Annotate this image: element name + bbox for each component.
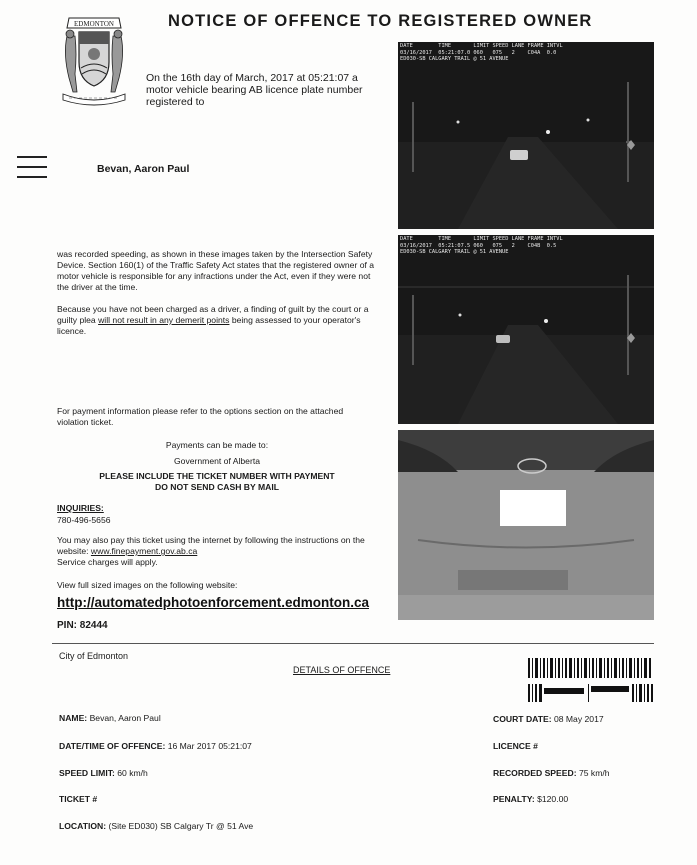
recorded-speed-label: RECORDED SPEED: [493, 768, 577, 778]
speed-limit-value: 60 km/h [117, 768, 148, 778]
location-label: LOCATION: [59, 821, 107, 831]
payment-website-link[interactable]: www.finepayment.gov.ab.ca [90, 546, 198, 556]
payment-info-paragraph: For payment information please refer to the options section on the attached violation ticket. [57, 406, 344, 427]
crest-text: EDMONTON [74, 20, 114, 28]
page-title: NOTICE OF OFFENCE TO REGISTERED OWNER [168, 12, 593, 30]
datetime-value: 16 Mar 2017 05:21:07 [167, 741, 252, 751]
payments-line-1: Payments can be made to: [165, 440, 269, 450]
pin-value: 82444 [79, 620, 108, 631]
online-payment-paragraph [57, 535, 367, 568]
recorded-paragraph: was recorded speeding, as shown in these images taken by the Intersection Safety Device. Section 160(1) of the Traffic Safety Act states that the registered owner of a motor vehicle is responsible for any infractions under the Act, even if they were not the driver at the time. [57, 249, 375, 292]
details-heading: DETAILS OF OFFENCE [293, 665, 391, 675]
court-date-field [493, 714, 604, 724]
datetime-field [59, 741, 252, 751]
inquiries-label: INQUIRIES: [57, 503, 104, 513]
demerit-text-before: Because you have not been charged as a driver, a finding of guilt by the court or a guilty plea [57, 304, 369, 325]
name-label: NAME: [59, 713, 88, 723]
payments-line-4: DO NOT SEND CASH BY MAIL [155, 482, 279, 492]
location-field [59, 821, 253, 831]
photo-2-data-overlay: DATE TIME LIMIT SPEED LANE FRAME INTVL 03/16/2017 05:21:07.5 060 075 2 C04B 0.5 ED030-SB CALGARY TRAIL @ 51 AVENUE [400, 236, 563, 255]
demerit-text-after: being assessed to your operator's licence. [57, 315, 361, 336]
menu-icon[interactable] [17, 156, 47, 186]
recorded-speed-field [493, 768, 610, 778]
payments-line-3: PLEASE INCLUDE THE TICKET NUMBER WITH PAYMENT [99, 471, 335, 481]
court-date-label: COURT DATE: [493, 714, 552, 724]
vehicle-rear-scene [398, 430, 654, 620]
speed-limit-label: SPEED LIMIT: [59, 768, 115, 778]
penalty-value: $120.00 [537, 794, 569, 804]
ticket-field [59, 794, 97, 804]
recorded-speed-value: 75 km/h [578, 768, 610, 778]
penalty-label: PENALTY: [493, 794, 535, 804]
name-field [59, 713, 161, 723]
city-name: City of Edmonton [59, 651, 129, 661]
photo-1-data-overlay: DATE TIME LIMIT SPEED LANE FRAME INTVL 03/16/2017 05:21:07.0 060 075 2 C04A 0.0 ED030-SB CALGARY TRAIL @ 51 AVENUE [400, 43, 563, 62]
view-images-text: View full sized images on the following website: [57, 580, 238, 590]
barcode-icon [528, 658, 654, 704]
demerit-text-underlined: will not result in any demerit points [98, 315, 230, 325]
owner-name: Bevan, Aaron Paul [97, 163, 190, 175]
speed-limit-field [59, 768, 148, 778]
demerit-paragraph [57, 304, 377, 337]
city-crest-logo [55, 14, 133, 108]
inquiries-phone[interactable]: 780-496-5656 [57, 515, 111, 525]
service-charges-text: Service charges will apply. [57, 557, 158, 567]
photo-enforcement-link[interactable]: http://automatedphotoenforcement.edmonton.ca [57, 595, 369, 610]
enforcement-photo-1 [398, 42, 654, 229]
licence-label: LICENCE # [493, 741, 538, 751]
pin-label: PIN: [57, 620, 77, 631]
pin-line [57, 620, 108, 631]
penalty-field [493, 794, 568, 804]
licence-plate-photo [398, 430, 654, 620]
datetime-label: DATE/TIME OF OFFENCE: [59, 741, 166, 751]
section-divider [52, 643, 654, 644]
intro-text: On the 16th day of March, 2017 at 05:21:07 a motor vehicle bearing AB licence plate number registered to [146, 72, 363, 108]
online-text: You may also pay this ticket using the internet by following the instructions on the website: [57, 535, 365, 556]
night-road-scene-1 [398, 42, 654, 229]
licence-field [493, 741, 538, 751]
court-date-value: 08 May 2017 [553, 714, 604, 724]
payments-line-2: Government of Alberta [174, 456, 260, 466]
enforcement-photo-2 [398, 235, 654, 424]
ticket-label: TICKET # [59, 794, 98, 804]
location-value: (Site ED030) SB Calgary Tr @ 51 Ave [108, 821, 254, 831]
night-road-scene-2 [398, 235, 654, 424]
name-value: Bevan, Aaron Paul [89, 713, 161, 723]
